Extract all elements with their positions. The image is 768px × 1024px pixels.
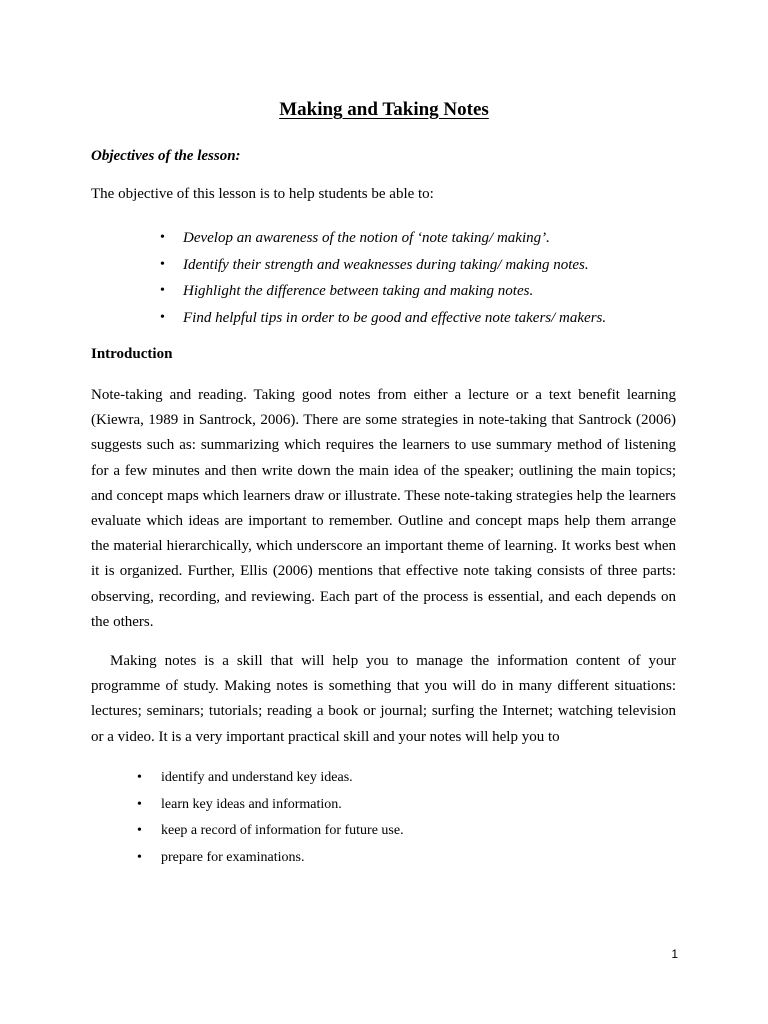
objectives-list: [160, 226, 606, 332]
objective-item: [160, 253, 606, 280]
page-number: 1: [671, 947, 678, 961]
introduction-paragraph: Note-taking and reading. Taking good notes from either a lecture or a text benefit learning (Kiewra, 1989 in Santrock, 2006). There are some strategies in note-taking that Santrock (2006) suggests such as: summarizing which requires the learners to use summary method of listening for a few minutes and then write down the main idea of the speaker; outlining the main topics; and concept maps which learners draw or illustrate. These note-taking strategies help the learners evaluate which ideas are important to remember. Outline and concept maps help them arrange the material hierarchically, which underscore an important theme of learning. It works best when it is organized. Further, Ellis (2006) mentions that effective note taking consists of three parts: observing, recording, and reviewing. Each part of the process is essential, and each depends on the others.: [91, 387, 676, 630]
use-text: learn key ideas and information.: [161, 796, 342, 812]
uses-list: [137, 766, 404, 872]
use-item: [137, 846, 404, 873]
bullet-icon: •: [160, 230, 165, 245]
use-text: identify and understand key ideas.: [161, 770, 353, 785]
use-text: prepare for examinations.: [161, 849, 305, 865]
objective-text: Highlight the difference between taking and making notes.: [183, 283, 534, 299]
use-item: [137, 793, 404, 820]
objectives-heading: Objectives of the lesson:: [91, 148, 241, 164]
objective-text: Find helpful tips in order to be good and effective note takers/ makers.: [183, 309, 607, 326]
bullet-icon: •: [160, 309, 165, 325]
objective-text: Identify their strength and weaknesses during taking/ making notes.: [183, 256, 589, 273]
objective-item: [160, 306, 606, 333]
objective-item: [160, 279, 606, 306]
bullet-icon: •: [137, 770, 142, 785]
bullet-icon: •: [160, 256, 165, 272]
use-item: [137, 819, 404, 846]
bullet-icon: •: [137, 796, 142, 812]
use-text: keep a record of information for future use.: [161, 823, 404, 838]
bullet-icon: •: [137, 849, 142, 865]
making-notes-paragraph: Making notes is a skill that will help you to manage the information content of your programme of study. Making notes is something that you will do in many different situations: lectures; seminars; tutorials; reading a book or journal; surfing the Internet; watching television or a video. It is a very important practical skill and your notes will help you to: [91, 653, 676, 745]
document-title: Making and Taking Notes: [279, 99, 489, 120]
use-item: [137, 766, 404, 793]
objective-item: [160, 226, 606, 253]
objective-text: Develop an awareness of the notion of ‘note taking/ making’.: [183, 230, 550, 246]
bullet-icon: •: [160, 283, 165, 298]
objective-intro: The objective of this lesson is to help students be able to:: [91, 186, 434, 202]
bullet-icon: •: [137, 823, 142, 838]
introduction-heading: Introduction: [91, 346, 173, 362]
